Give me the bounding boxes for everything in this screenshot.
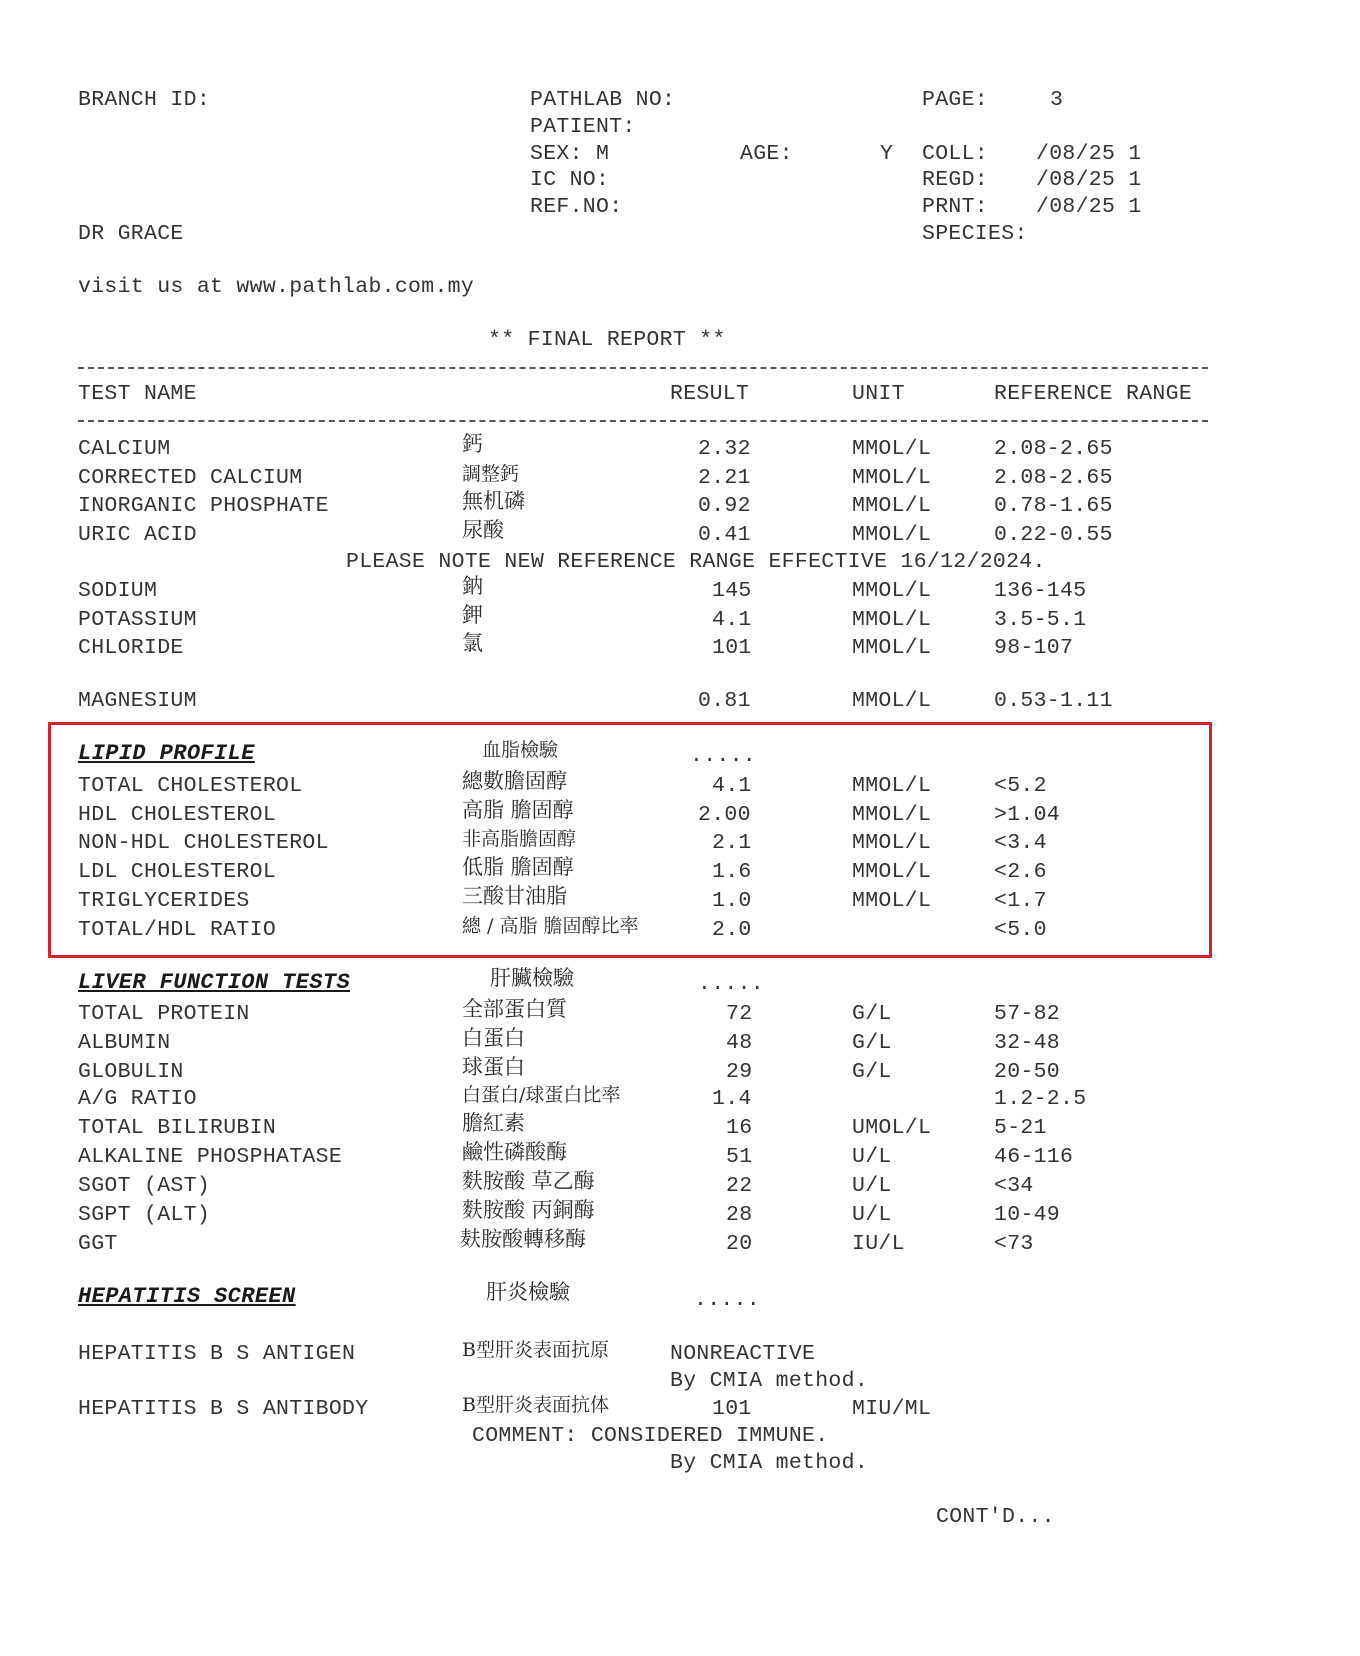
sex-label: SEX: M xyxy=(530,142,610,166)
test-name: NON-HDL CHOLESTEROL xyxy=(78,831,329,855)
lipid-profile-dots: ..... xyxy=(690,744,757,768)
prnt-label: PRNT: xyxy=(922,195,989,219)
test-name: SGOT (AST) xyxy=(78,1174,211,1198)
test-reference: 0.53-1.11 xyxy=(994,689,1113,713)
test-name-zh: 無机磷 xyxy=(462,489,525,513)
test-result: 72 xyxy=(726,1002,753,1026)
test-unit: U/L xyxy=(852,1145,892,1169)
test-reference: 2.08-2.65 xyxy=(994,466,1113,490)
test-unit: MMOL/L xyxy=(852,774,932,798)
liver-function-dots: ..... xyxy=(698,972,765,996)
test-unit: MMOL/L xyxy=(852,803,932,827)
test-result: 2.0 xyxy=(712,918,752,942)
test-name-zh: 麸胺酸轉移酶 xyxy=(460,1227,586,1251)
test-name: HDL CHOLESTEROL xyxy=(78,803,277,827)
test-unit: MMOL/L xyxy=(852,636,932,660)
test-result: 4.1 xyxy=(712,608,752,632)
test-result: 101 xyxy=(712,636,752,660)
hepatitis-screen-title: HEPATITIS SCREEN xyxy=(78,1284,296,1309)
test-unit: MMOL/L xyxy=(852,860,932,884)
test-unit: U/L xyxy=(852,1203,892,1227)
test-unit: MMOL/L xyxy=(852,494,932,518)
test-unit: MMOL/L xyxy=(852,831,932,855)
divider-top xyxy=(78,367,1208,369)
test-reference: <5.2 xyxy=(994,774,1047,798)
test-reference: <34 xyxy=(994,1174,1034,1198)
test-result: 2.21 xyxy=(698,466,751,490)
reference-range-note: PLEASE NOTE NEW REFERENCE RANGE EFFECTIVE 16/12/2024. xyxy=(346,550,1046,574)
test-name-zh: 膽紅素 xyxy=(462,1111,525,1135)
test-result: NONREACTIVE xyxy=(670,1342,816,1366)
test-unit: G/L xyxy=(852,1060,892,1084)
test-unit: MMOL/L xyxy=(852,689,932,713)
divider-bottom xyxy=(78,420,1208,422)
test-name: TOTAL BILIRUBIN xyxy=(78,1116,277,1140)
prnt-value: /08/25 1 xyxy=(1036,195,1142,219)
report-title: ** FINAL REPORT ** xyxy=(488,328,726,352)
test-name: ALKALINE PHOSPHATASE xyxy=(78,1145,343,1169)
regd-value: /08/25 1 xyxy=(1036,168,1142,192)
test-unit: UMOL/L xyxy=(852,1116,932,1140)
test-result: 1.4 xyxy=(712,1087,752,1111)
test-name: POTASSIUM xyxy=(78,608,197,632)
test-unit: MMOL/L xyxy=(852,579,932,603)
test-result: 16 xyxy=(726,1116,753,1140)
test-reference: 57-82 xyxy=(994,1002,1061,1026)
test-reference: 32-48 xyxy=(994,1031,1061,1055)
test-unit: MMOL/L xyxy=(852,889,932,913)
test-result: 1.0 xyxy=(712,889,752,913)
liver-function-title: LIVER FUNCTION TESTS xyxy=(78,970,351,995)
test-unit: MIU/ML xyxy=(852,1397,932,1421)
liver-function-title-zh: 肝臟檢驗 xyxy=(490,966,574,990)
test-name: TOTAL PROTEIN xyxy=(78,1002,250,1026)
col-unit: UNIT xyxy=(852,382,905,406)
test-name-zh: B型肝炎表面抗体 xyxy=(462,1394,609,1416)
test-name-zh: 白蛋白/球蛋白比率 xyxy=(462,1084,621,1106)
test-reference: 3.5-5.1 xyxy=(994,608,1087,632)
test-name: MAGNESIUM xyxy=(78,689,197,713)
test-reference: 0.78-1.65 xyxy=(994,494,1113,518)
col-result: RESULT xyxy=(670,382,750,406)
test-name: CHLORIDE xyxy=(78,636,184,660)
test-name: INORGANIC PHOSPHATE xyxy=(78,494,329,518)
test-reference: 0.22-0.55 xyxy=(994,523,1113,547)
test-result: 20 xyxy=(726,1232,753,1256)
test-name: TRIGLYCERIDES xyxy=(78,889,250,913)
test-unit: G/L xyxy=(852,1002,892,1026)
website-line: visit us at www.pathlab.com.my xyxy=(78,275,475,299)
test-result: 0.41 xyxy=(698,523,751,547)
test-result: 2.1 xyxy=(712,831,752,855)
test-reference: 98-107 xyxy=(994,636,1074,660)
age-unit: Y xyxy=(880,142,894,166)
test-name: A/G RATIO xyxy=(78,1087,197,1111)
test-unit: IU/L xyxy=(852,1232,905,1256)
test-name: URIC ACID xyxy=(78,523,197,547)
test-unit: MMOL/L xyxy=(852,437,932,461)
test-name-zh: 白蛋白 xyxy=(462,1026,525,1050)
test-unit: MMOL/L xyxy=(852,608,932,632)
test-result: 2.32 xyxy=(698,437,751,461)
test-name-zh: B型肝炎表面抗原 xyxy=(462,1339,609,1361)
continued-marker: CONT'D... xyxy=(936,1505,1055,1529)
test-result: 2.00 xyxy=(698,803,751,827)
test-name: ALBUMIN xyxy=(78,1031,171,1055)
test-reference: 5-21 xyxy=(994,1116,1047,1140)
coll-value: /08/25 1 xyxy=(1036,142,1142,166)
pathlab-no-label: PATHLAB NO: xyxy=(530,88,676,112)
test-result: 1.6 xyxy=(712,860,752,884)
test-reference: 136-145 xyxy=(994,579,1087,603)
doctor-name: DR GRACE xyxy=(78,222,184,246)
test-unit: MMOL/L xyxy=(852,466,932,490)
test-reference: 2.08-2.65 xyxy=(994,437,1113,461)
test-name: HEPATITIS B S ANTIBODY xyxy=(78,1397,369,1421)
coll-label: COLL: xyxy=(922,142,989,166)
test-result: 51 xyxy=(726,1145,753,1169)
test-unit: MMOL/L xyxy=(852,523,932,547)
test-result: 145 xyxy=(712,579,752,603)
test-comment: COMMENT: CONSIDERED IMMUNE. xyxy=(472,1424,829,1448)
page-number: 3 xyxy=(1050,88,1064,112)
test-result: 29 xyxy=(726,1060,753,1084)
regd-label: REGD: xyxy=(922,168,989,192)
page-label: PAGE: xyxy=(922,88,989,112)
test-name: LDL CHOLESTEROL xyxy=(78,860,277,884)
lipid-profile-title-zh: 血脂檢驗 xyxy=(482,739,559,761)
species-label: SPECIES: xyxy=(922,222,1028,246)
test-name: SGPT (ALT) xyxy=(78,1203,211,1227)
hepatitis-screen-dots: ..... xyxy=(694,1288,761,1312)
test-name: GLOBULIN xyxy=(78,1060,184,1084)
test-name-zh: 高脂 膽固醇 xyxy=(462,798,574,822)
test-reference: 46-116 xyxy=(994,1145,1074,1169)
ic-no-label: IC NO: xyxy=(530,168,610,192)
test-name-zh: 氯 xyxy=(462,631,483,655)
test-name: CALCIUM xyxy=(78,437,171,461)
test-unit: G/L xyxy=(852,1031,892,1055)
test-reference: 10-49 xyxy=(994,1203,1061,1227)
test-reference: <73 xyxy=(994,1232,1034,1256)
age-label: AGE: xyxy=(740,142,793,166)
test-result: 101 xyxy=(712,1397,752,1421)
test-name: CORRECTED CALCIUM xyxy=(78,466,303,490)
test-name-zh: 球蛋白 xyxy=(462,1055,525,1079)
test-name-zh: 三酸甘油脂 xyxy=(462,884,567,908)
test-reference: <3.4 xyxy=(994,831,1047,855)
patient-label: PATIENT: xyxy=(530,115,636,139)
test-name-zh: 低脂 膽固醇 xyxy=(462,855,574,879)
test-reference: 20-50 xyxy=(994,1060,1061,1084)
test-reference: <2.6 xyxy=(994,860,1047,884)
test-name: HEPATITIS B S ANTIGEN xyxy=(78,1342,356,1366)
test-reference: 1.2-2.5 xyxy=(994,1087,1087,1111)
hepatitis-screen-title-zh: 肝炎檢驗 xyxy=(486,1280,570,1304)
test-name: TOTAL/HDL RATIO xyxy=(78,918,277,942)
col-reference: REFERENCE RANGE xyxy=(994,382,1193,406)
test-name-zh: 鹼性磷酸酶 xyxy=(462,1140,567,1164)
test-result: 0.81 xyxy=(698,689,751,713)
col-test-name: TEST NAME xyxy=(78,382,197,406)
test-result: 4.1 xyxy=(712,774,752,798)
test-name-zh: 總 / 高脂 膽固醇比率 xyxy=(462,915,639,937)
test-name-zh: 尿酸 xyxy=(462,518,504,542)
test-result: 28 xyxy=(726,1203,753,1227)
test-method: By CMIA method. xyxy=(670,1451,869,1475)
branch-id-label: BRANCH ID: xyxy=(78,88,211,112)
test-name-zh: 調整鈣 xyxy=(462,463,520,485)
test-reference: <5.0 xyxy=(994,918,1047,942)
test-unit: U/L xyxy=(852,1174,892,1198)
test-result: 48 xyxy=(726,1031,753,1055)
ref-no-label: REF.NO: xyxy=(530,195,623,219)
test-name-zh: 非高脂膽固醇 xyxy=(462,828,577,850)
test-name-zh: 鈣 xyxy=(462,432,483,456)
test-method: By CMIA method. xyxy=(670,1369,869,1393)
test-reference: <1.7 xyxy=(994,889,1047,913)
test-name: GGT xyxy=(78,1232,118,1256)
test-result: 22 xyxy=(726,1174,753,1198)
test-name-zh: 全部蛋白質 xyxy=(462,997,567,1021)
test-name: SODIUM xyxy=(78,579,158,603)
test-reference: >1.04 xyxy=(994,803,1061,827)
test-name-zh: 鈉 xyxy=(462,574,483,598)
test-name-zh: 總數膽固醇 xyxy=(462,769,567,793)
lipid-profile-title: LIPID PROFILE xyxy=(78,741,255,766)
test-name: TOTAL CHOLESTEROL xyxy=(78,774,303,798)
test-name-zh: 鉀 xyxy=(462,603,483,627)
test-name-zh: 麩胺酸 丙銅酶 xyxy=(462,1198,595,1222)
test-name-zh: 麩胺酸 草乙酶 xyxy=(462,1169,595,1193)
test-result: 0.92 xyxy=(698,494,751,518)
